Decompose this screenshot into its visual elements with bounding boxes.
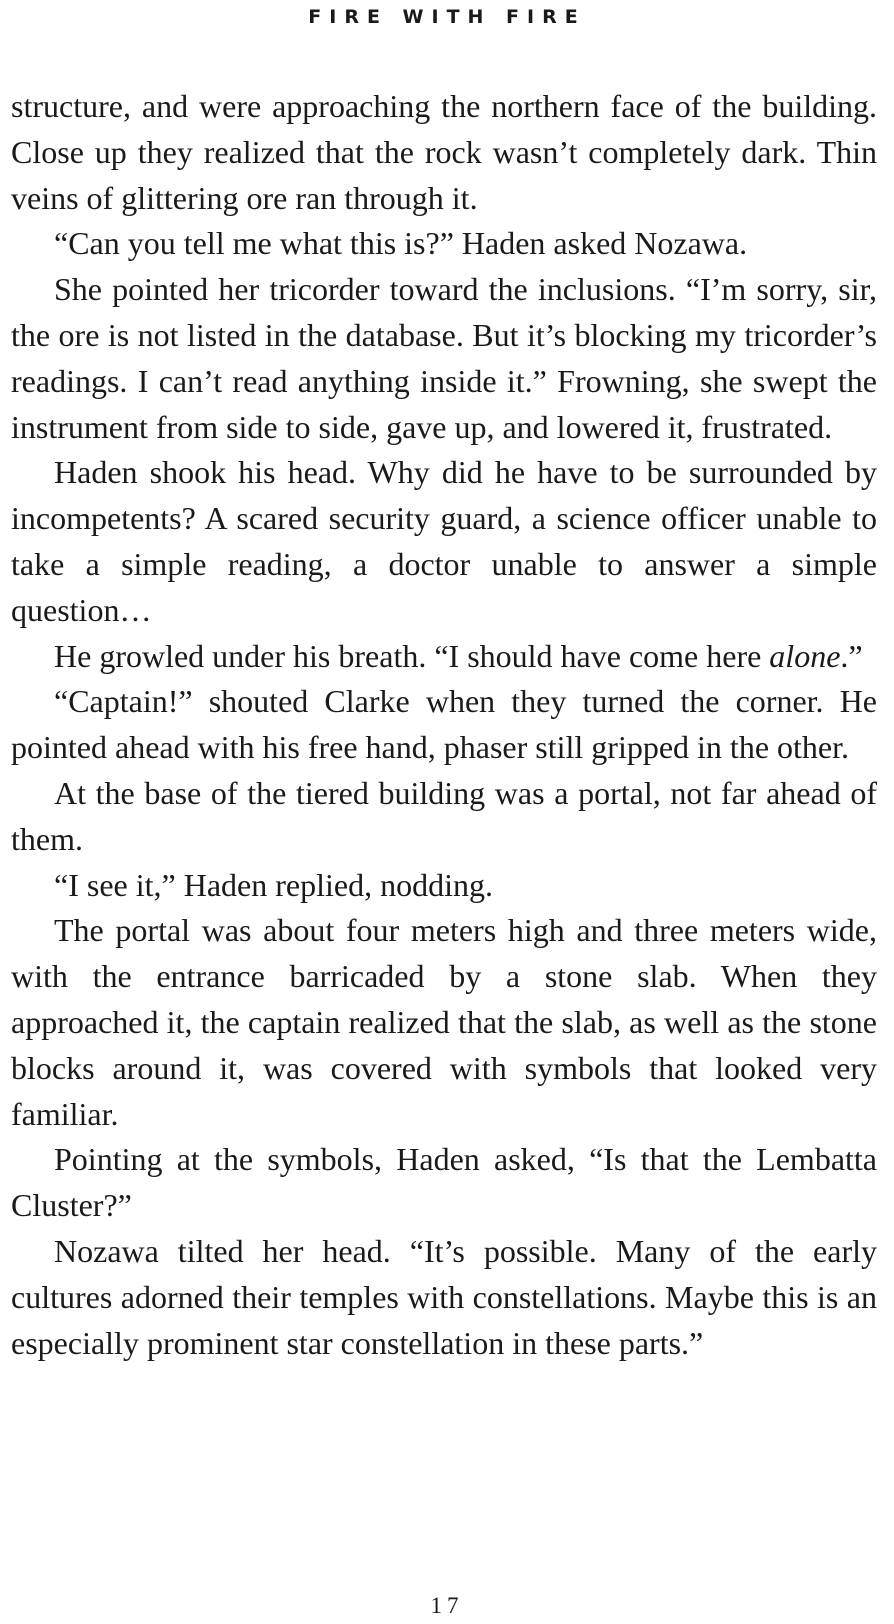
- running-head: FIRE WITH FIRE: [308, 6, 586, 28]
- paragraph: She pointed her tricorder toward the inclusions. “I’m sorry, sir, the ore is not listed in the database. But it’s blocking my tricorder’s readings. I can’t read anything inside it.” Frowning, she swept the instrument from side to side, gave up, and lowered it, frustrated.: [11, 271, 877, 445]
- paragraph: The portal was about four meters high and three meters wide, with the entrance barricaded by a stone slab. When they approached it, the captain realized that the slab, as well as the stone blocks around it, was covered with symbols that looked very familiar.: [11, 912, 877, 1132]
- paragraph: Nozawa tilted her head. “It’s possible. Many of the early cultures adorned their temples with constellations. Maybe this is an especially prominent star constellation in these parts.”: [11, 1232, 877, 1361]
- body-text: [11, 84, 877, 1366]
- paragraph-text: .”: [840, 637, 863, 674]
- paragraph-text: He growled under his breath. “I should have come here: [54, 637, 770, 674]
- paragraph: “Captain!” shouted Clarke when they turned the corner. He pointed ahead with his free hand, phaser still gripped in the other.: [11, 683, 877, 766]
- paragraph: “Can you tell me what this is?” Haden asked Nozawa.: [54, 225, 748, 262]
- paragraph: Haden shook his head. Why did he have to be surrounded by incompetents? A scared security guard, a science officer unable to take a simple reading, a doctor unable to answer a simple question…: [11, 454, 877, 628]
- page-number: 17: [430, 1593, 464, 1618]
- paragraph: Pointing at the symbols, Haden asked, “Is that the Lembatta Cluster?”: [11, 1141, 877, 1224]
- paragraph: [11, 634, 877, 680]
- paragraph: “I see it,” Haden replied, nodding.: [54, 866, 493, 903]
- paragraph-continued: structure, and were approaching the northern face of the building. Close up they realized that the rock wasn’t completely dark. Thin veins of glittering ore ran through it.: [11, 88, 877, 216]
- paragraph: At the base of the tiered building was a portal, not far ahead of them.: [11, 774, 877, 857]
- emphasis-text: alone: [769, 637, 841, 674]
